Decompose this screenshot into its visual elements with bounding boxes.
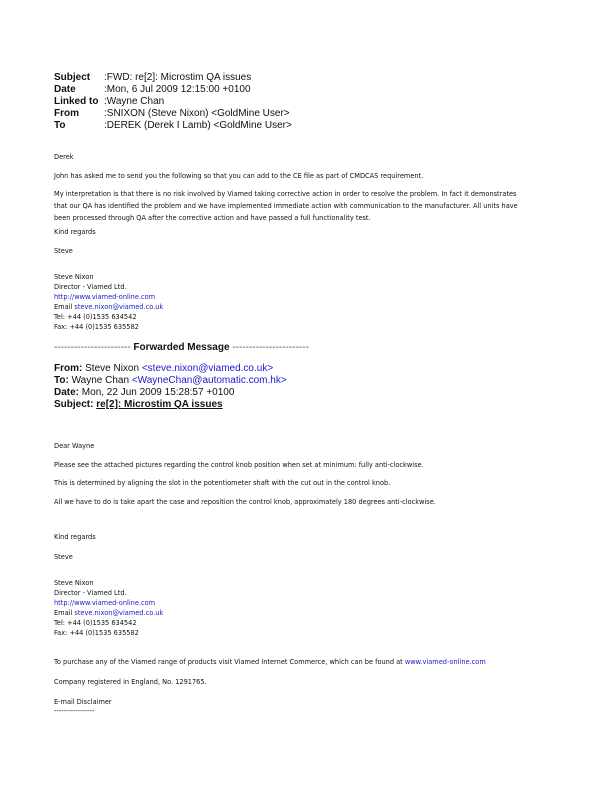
website-link[interactable]: http://www.viamed-online.com (54, 599, 156, 607)
website-link[interactable]: http://www.viamed-online.com (54, 293, 156, 301)
from-value: :SNIXON (Steve Nixon) <GoldMine User> (104, 108, 290, 119)
forwarded-divider (54, 342, 309, 354)
from-label: From (54, 108, 79, 119)
sender-name: Steve (54, 553, 73, 561)
fwd-from-label: From: (54, 363, 83, 374)
signature-name: Steve Nixon (54, 579, 94, 587)
linked-value: :Wayne Chan (104, 96, 165, 107)
purchase-note (54, 656, 486, 668)
company-registration: Company registered in England, No. 1291765. (54, 678, 207, 686)
paragraph-line: been processed through QA after the corrective action and have passed a full functionality test. (54, 214, 371, 222)
linked-label: Linked to (54, 96, 99, 107)
closing: Kind regards (54, 533, 96, 541)
to-value: :DEREK (Derek I Lamb) <GoldMine User> (104, 120, 292, 131)
telephone: Tel: +44 (0)1535 634542 (54, 313, 137, 321)
date-value: :Mon, 6 Jul 2009 12:15:00 +0100 (104, 84, 251, 95)
email-label: Email (54, 609, 73, 617)
paragraph: John has asked me to send you the following so that you can add to the CE file as part of CMDCAS requirement. (54, 172, 424, 180)
email-label: Email (54, 303, 73, 311)
date-label: Date (54, 84, 76, 95)
fax: Fax: +44 (0)1535 635582 (54, 323, 139, 331)
fwd-to-label: To: (54, 375, 69, 386)
fax: Fax: +44 (0)1535 635582 (54, 629, 139, 637)
telephone: Tel: +44 (0)1535 634542 (54, 619, 137, 627)
fwd-to-email[interactable]: <WayneChan@automatic.com.hk> (131, 375, 287, 386)
signature-name: Steve Nixon (54, 273, 94, 281)
signature-title: Director - Viamed Ltd. (54, 283, 127, 291)
subject-label: Subject (54, 72, 91, 83)
fwd-from-name: Steve Nixon (85, 363, 140, 374)
fwd-subject: re[2]: Microstim QA issues (96, 399, 223, 410)
disclaimer-divider: ----------------- (54, 707, 95, 715)
fwd-to-name: Wayne Chan (71, 375, 130, 386)
email-link[interactable]: steve.nixon@viamed.co.uk (74, 303, 164, 311)
signature-title: Director - Viamed Ltd. (54, 589, 127, 597)
signature (54, 578, 163, 638)
greeting: Derek (54, 153, 74, 161)
greeting: Dear Wayne (54, 442, 95, 450)
fwd-date-label: Date: (54, 387, 80, 398)
divider-dashes: ----------------------- (232, 342, 309, 353)
purchase-text: To purchase any of the Viamed range of products visit Viamed Internet Commerce, which can be found at (54, 658, 403, 666)
fwd-subject-label: Subject: (54, 399, 94, 410)
paragraph: This is determined by aligning the slot in the potentiometer shaft with the cut out in the control knob. (54, 479, 391, 487)
closing: Kind regards (54, 228, 96, 236)
sender-name: Steve (54, 247, 73, 255)
paragraph (54, 188, 518, 224)
fwd-date: Mon, 22 Jun 2009 15:28:57 +0100 (81, 387, 235, 398)
paragraph: Please see the attached pictures regarding the control knob position when set at minimum: fully anti-clockwise. (54, 461, 424, 469)
fwd-from-email[interactable]: <steve.nixon@viamed.co.uk> (141, 363, 274, 374)
forwarded-header (54, 363, 287, 411)
forwarded-title: Forwarded Message (133, 342, 230, 353)
paragraph-line: that our QA has identified the problem and we have implemented immediate action with communication to the manufacturer. All units have (54, 202, 518, 210)
purchase-link[interactable]: www.viamed-online.com (404, 658, 486, 666)
divider-dashes: ----------------------- (54, 342, 131, 353)
email-link[interactable]: steve.nixon@viamed.co.uk (74, 609, 164, 617)
paragraph-line: My interpretation is that there is no risk involved by Viamed taking corrective action in order to resolve the problem. In fact it demonstrates (54, 190, 517, 198)
signature (54, 272, 163, 332)
paragraph: All we have to do is take apart the case and reposition the control knob, approximately 180 degrees anti-clockwise. (54, 498, 436, 506)
to-label: To (54, 120, 66, 131)
email-header (54, 72, 292, 132)
subject-value: :FWD: re[2]: Microstim QA issues (104, 72, 252, 83)
disclaimer-heading: E-mail Disclaimer (54, 698, 112, 706)
